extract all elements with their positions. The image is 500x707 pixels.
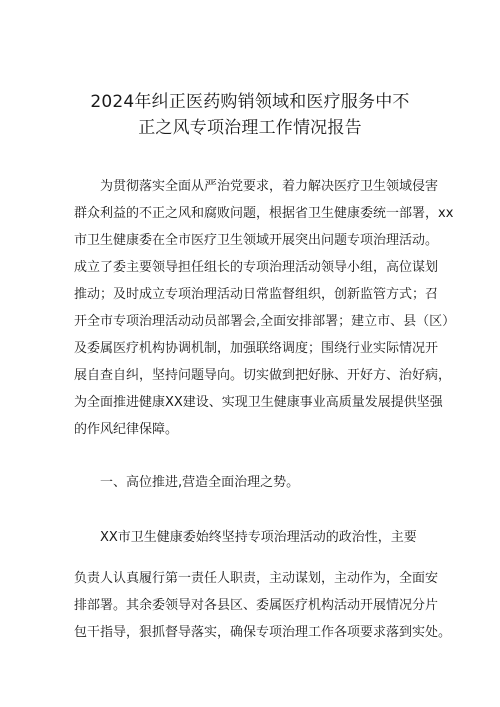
paragraph-line: 负责人认真履行第一责任人职责，主动谋划，主动作为，全面安 (74, 571, 439, 586)
paragraph-line: 市卫生健康委在全市医疗卫生领域开展突出问题专项治理活动。 (74, 233, 439, 248)
paragraph-line: 及委属医疗机构协调机制，加强联络调度；围绕行业实际情况开 (74, 341, 439, 356)
paragraph-line: 包干指导，狠抓督导落实，确保专项治理工作各项要求落到实处。 (74, 625, 452, 640)
paragraph-line: 开全市专项治理活动动员部署会,全面安排部署；建立市、县（区） (74, 314, 456, 329)
document-title-line-2: 正之风专项治理工作情况报告 (138, 118, 362, 138)
section-heading: 一、高位推进,营造全面治理之势。 (100, 475, 300, 490)
paragraph-line: 成立了委主要领导担任组长的专项治理活动领导小组，高位谋划 (74, 260, 439, 275)
paragraph-line: 展自查自纠，坚持问题导向。切实做到把好脉、开好方、治好病， (74, 368, 452, 383)
paragraph-line: XX市卫生健康委始终坚持专项治理活动的政治性，主要 (100, 530, 417, 545)
paragraph-line: 群众利益的不正之风和腐败问题，根据省卫生健康委统一部署，xx (74, 206, 454, 221)
paragraph-line: 推动；及时成立专项治理活动日常监督组织，创新监管方式；召 (74, 287, 439, 302)
document-title-line-1: 2024年纠正医药购销领域和医疗服务中不 (90, 92, 410, 112)
paragraph-line: 的作风纪律保障。 (74, 422, 179, 437)
paragraph-line: 排部署。其余委领导对各县区、委属医疗机构活动开展情况分片 (74, 598, 439, 613)
paragraph-line: 为全面推进健康XX建设、实现卫生健康事业高质量发展提供坚强 (74, 395, 443, 410)
paragraph-line: 为贯彻落实全面从严治党要求，着力解决医疗卫生领域侵害 (100, 179, 439, 194)
